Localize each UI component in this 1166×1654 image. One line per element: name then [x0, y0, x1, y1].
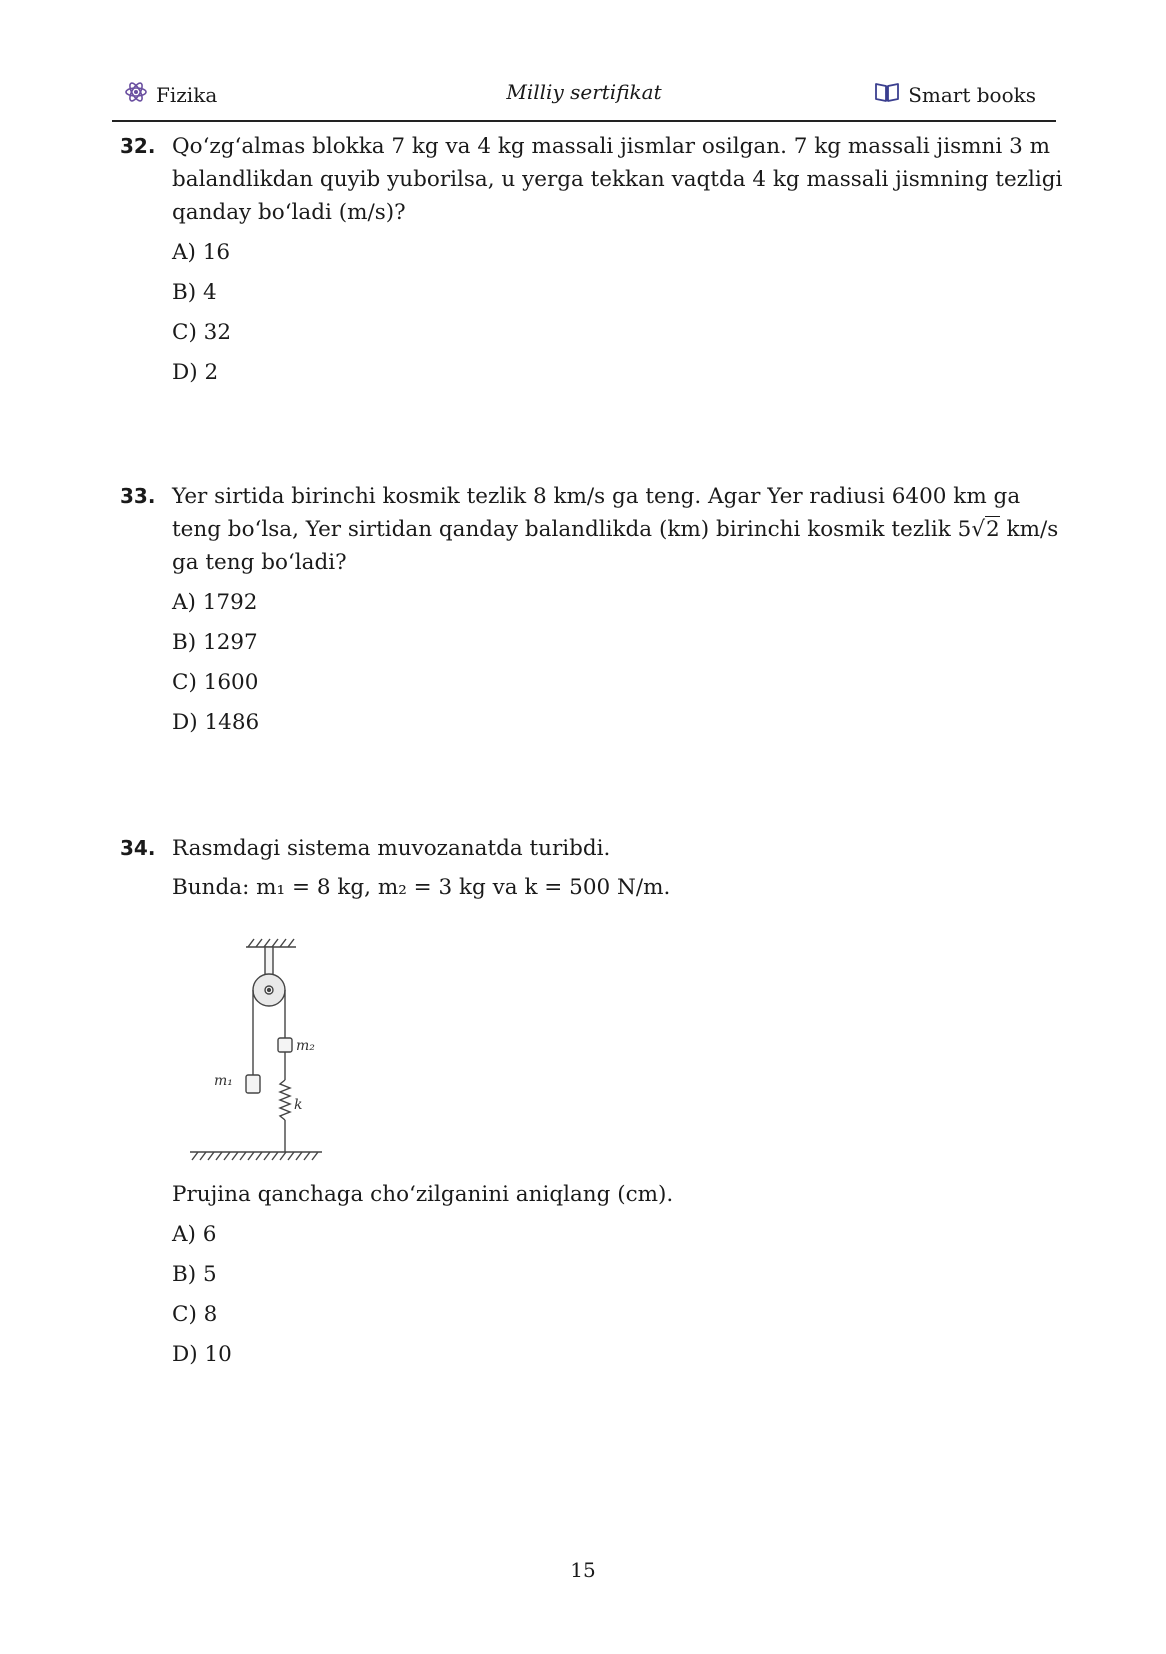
question-text-line: [172, 513, 1059, 546]
m2-label: m₂: [296, 1038, 315, 1054]
pulley-spring-figure: [188, 935, 348, 1179]
option-c[interactable]: C) 1600: [172, 670, 259, 695]
subject-label: Fizika: [156, 82, 218, 107]
option-b[interactable]: B) 4: [172, 280, 217, 305]
k-label: k: [294, 1097, 303, 1113]
answer-options: [172, 583, 1037, 743]
radicand: 2: [986, 517, 1000, 542]
text-segment: teng bo‘lsa, Yer sirtidan qanday balandlikda (km) birinchi kosmik tezlik 5: [172, 517, 972, 542]
option-b[interactable]: B) 5: [172, 1262, 217, 1287]
header-brand: [874, 80, 1036, 109]
page-number: 15: [570, 1558, 596, 1582]
question-text-line: ga teng bo‘ladi?: [172, 550, 347, 575]
question-text-line: Yer sirtida birinchi kosmik tezlik 8 km/s ga teng. Agar Yer radiusi 6400 km ga: [172, 484, 1021, 509]
option-a[interactable]: A) 1792: [172, 590, 258, 615]
question-number: 33.: [120, 484, 156, 508]
question-text-line: balandlikdan quyib yuborilsa, u yerga tekkan vaqtda 4 kg massali jismning tezligi: [172, 167, 1063, 192]
answer-options: [172, 1215, 1037, 1375]
option-d[interactable]: D) 1486: [172, 710, 260, 735]
text-segment: km/s: [999, 517, 1059, 542]
question-body: [172, 1178, 1037, 1375]
option-d[interactable]: D) 2: [172, 360, 219, 385]
option-c[interactable]: C) 32: [172, 320, 232, 345]
answer-options: [172, 233, 1037, 393]
m1-label: m₁: [214, 1073, 233, 1089]
question-body: [172, 480, 1059, 743]
header-title: Milliy sertifikat: [506, 80, 662, 104]
question-text-line: qanday bo‘ladi (m/s)?: [172, 200, 406, 225]
question-text-line: Bunda: m₁ = 8 kg, m₂ = 3 kg va k = 500 N/m.: [172, 875, 671, 900]
brand-label: Smart books: [908, 82, 1036, 107]
question-body: [172, 130, 1063, 393]
question-text-line: Qo‘zg‘almas blokka 7 kg va 4 kg massali jismlar osilgan. 7 kg massali jismni 3 m: [172, 134, 1050, 159]
question-text-line: Prujina qanchaga cho‘zilganini aniqlang (cm).: [172, 1182, 674, 1207]
option-c[interactable]: C) 8: [172, 1302, 218, 1327]
open-book-icon: [874, 80, 900, 109]
question-number: 32.: [120, 134, 156, 158]
square-root: √2: [971, 517, 1000, 542]
option-d[interactable]: D) 10: [172, 1342, 232, 1367]
option-a[interactable]: A) 16: [172, 240, 231, 265]
option-a[interactable]: A) 6: [172, 1222, 217, 1247]
question-text-line: Rasmdagi sistema muvozanatda turibdi.: [172, 836, 611, 861]
question-body: [172, 832, 1037, 904]
page-header: [112, 78, 1056, 122]
question-number: 34.: [120, 836, 156, 860]
option-b[interactable]: B) 1297: [172, 630, 258, 655]
